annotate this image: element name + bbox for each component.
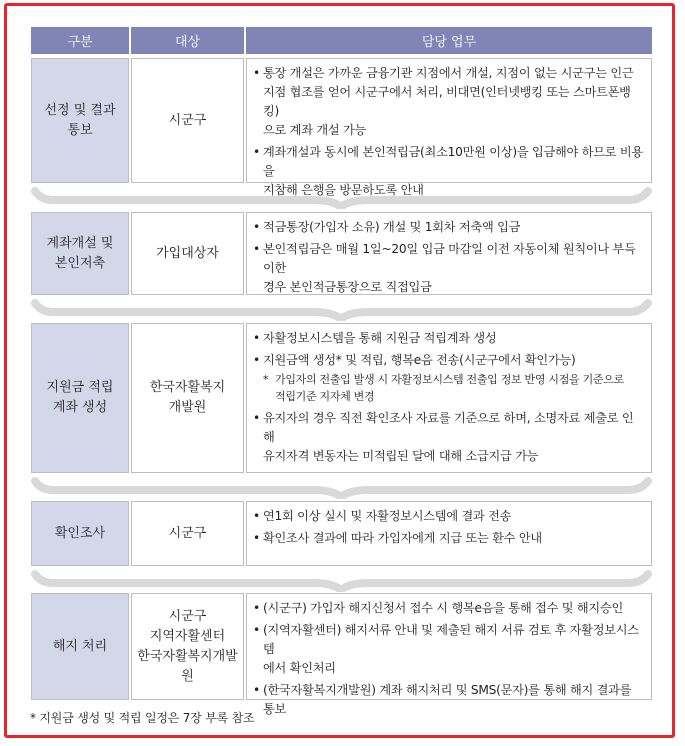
duty-item bbox=[253, 529, 643, 548]
bullet-icon: • bbox=[253, 531, 260, 545]
note-line: 가입자의 전출입 발생 시 자활정보시스템 전출입 정보 반영 시점을 기준으로 bbox=[275, 373, 624, 386]
flow-arrow-icon bbox=[31, 568, 652, 592]
duty-item bbox=[253, 681, 643, 719]
bullet-icon: • bbox=[253, 509, 260, 523]
category-line: 해지 처리 bbox=[52, 638, 108, 654]
category-cell bbox=[31, 58, 129, 183]
category-cell bbox=[31, 212, 129, 295]
category-line: 확인조사 bbox=[54, 525, 106, 541]
header-duties: 담당 업무 bbox=[246, 27, 652, 54]
category-line: 계좌 생성 bbox=[52, 400, 108, 415]
bullet-icon: • bbox=[253, 683, 260, 697]
category-line: 선정 및 결과 bbox=[44, 102, 116, 118]
duty-line: 통장 개설은 가까운 금융기관 지점에서 개설, 지점이 없는 시군구는 인근 bbox=[263, 66, 634, 80]
target-cell bbox=[131, 593, 244, 700]
duty-line: 적금통장(가입자 소유) 개설 및 1회차 저축액 입금 bbox=[263, 220, 521, 234]
header-target: 대상 bbox=[131, 27, 244, 54]
category-cell bbox=[31, 323, 129, 473]
target-label bbox=[132, 607, 243, 687]
duties-cell bbox=[246, 501, 652, 566]
note-line: 적립기준 지자체 변경 bbox=[275, 390, 375, 403]
duty-line: 에서 확인처리 bbox=[263, 661, 336, 675]
bullet-icon: • bbox=[253, 353, 260, 367]
duties-cell bbox=[246, 323, 652, 473]
bullet-icon: • bbox=[253, 145, 260, 159]
flow-arrow-icon bbox=[31, 475, 652, 499]
duties-cell bbox=[246, 593, 652, 716]
duty-line: 계좌개설과 동시에 본인적립금(최소10만원 이상)을 입금해야 하므로 비용을 bbox=[263, 145, 643, 178]
duty-line: (한국자활복지개발원) 계좌 해지처리 및 SMS(문자)를 통해 해지 결과를 통보 bbox=[263, 683, 632, 716]
duty-line: 지원금액 생성* 및 적립, 행복e음 전송(시군구에서 확인가능) bbox=[263, 353, 576, 367]
duty-item bbox=[253, 351, 643, 370]
target-line: 개발원 bbox=[168, 400, 207, 415]
duty-line: 유지자격 변동자는 미적립된 달에 대해 소급지급 가능 bbox=[263, 449, 539, 463]
duty-item bbox=[253, 64, 643, 140]
duty-item bbox=[253, 218, 643, 237]
target-line: 가입대상자 bbox=[156, 245, 219, 261]
duty-line: (시군구) 가입자 해지신청서 접수 시 행복e음을 통해 접수 및 해지승인 bbox=[263, 601, 623, 615]
duty-line: 본인적립금은 매월 1일~20일 입금 마감일 이전 자동이체 원칙이나 부득이한 bbox=[263, 242, 636, 275]
category-label bbox=[47, 378, 114, 418]
asterisk-icon: * bbox=[263, 373, 269, 386]
bullet-icon: • bbox=[253, 242, 260, 256]
target-line: 시군구 bbox=[168, 112, 207, 128]
duty-line: 연1회 이상 실시 및 자활정보시스템에 결과 전송 bbox=[263, 509, 512, 523]
duty-line: (지역자활센터) 해지서류 안내 및 제출된 해지 서류 검토 후 자활정보시스템 bbox=[263, 623, 639, 656]
duty-line: 자활정보시스템을 통해 지원금 적립계좌 생성 bbox=[263, 331, 497, 345]
duty-line: 지참해 은행을 방문하도록 안내 bbox=[263, 183, 424, 197]
category-cell bbox=[31, 501, 129, 566]
duty-line: 경우 본인적금통장으로 직접입금 bbox=[263, 280, 432, 294]
duty-line: 으로 계좌 개설 가능 bbox=[263, 123, 367, 137]
bullet-icon: • bbox=[253, 623, 260, 637]
bullet-icon: • bbox=[253, 66, 260, 80]
target-label bbox=[156, 244, 219, 264]
target-label bbox=[150, 378, 225, 418]
target-line: 지역자활센터 bbox=[149, 628, 226, 644]
category-cell bbox=[31, 593, 129, 700]
target-line: 시군구 bbox=[168, 525, 207, 541]
duty-line: 유지자의 경우 직전 확인조사 자료를 기준으로 하며, 소명자료 제출로 인해 bbox=[263, 411, 634, 444]
duty-item bbox=[253, 507, 643, 526]
duty-line: 지점 협조를 얻어 시군구에서 처리, 비대면(인터넷뱅킹 또는 스마트폰뱅킹) bbox=[263, 85, 631, 118]
flow-arrow-icon bbox=[31, 297, 652, 321]
duty-item bbox=[253, 599, 643, 618]
category-line: 계좌개설 및 bbox=[46, 235, 114, 251]
flow-arrow-icon bbox=[31, 185, 652, 209]
duty-note bbox=[253, 371, 643, 405]
category-label bbox=[55, 524, 105, 544]
duty-line: 확인조사 결과에 따라 가입자에게 지급 또는 환수 안내 bbox=[263, 531, 542, 545]
bullet-icon: • bbox=[253, 411, 260, 425]
target-label bbox=[169, 524, 207, 544]
target-cell bbox=[131, 58, 244, 183]
category-label bbox=[47, 234, 114, 274]
footnote: * 지원금 생성 및 적립 일정은 7장 부록 참조 bbox=[30, 711, 255, 725]
category-label bbox=[44, 101, 115, 141]
target-cell bbox=[131, 501, 244, 566]
target-cell bbox=[131, 212, 244, 295]
target-line: 한국자활복지개발원 bbox=[137, 648, 238, 684]
duties-cell bbox=[246, 212, 652, 295]
target-cell bbox=[131, 323, 244, 473]
target-line: 한국자활복지 bbox=[149, 380, 226, 395]
category-line: 본인저축 bbox=[54, 255, 106, 271]
duty-item bbox=[253, 409, 643, 466]
category-line: 지원금 적립 bbox=[46, 380, 114, 395]
category-line: 통보 bbox=[67, 122, 93, 138]
bullet-icon: • bbox=[253, 220, 260, 234]
duty-item bbox=[253, 240, 643, 297]
bullet-icon: • bbox=[253, 331, 260, 345]
bullet-icon: • bbox=[253, 601, 260, 615]
target-label bbox=[169, 111, 207, 131]
header-category: 구분 bbox=[31, 27, 129, 54]
duties-cell bbox=[246, 58, 652, 197]
duty-item bbox=[253, 621, 643, 678]
duty-item bbox=[253, 329, 643, 348]
target-line: 시군구 bbox=[168, 608, 207, 624]
category-label bbox=[53, 637, 107, 657]
